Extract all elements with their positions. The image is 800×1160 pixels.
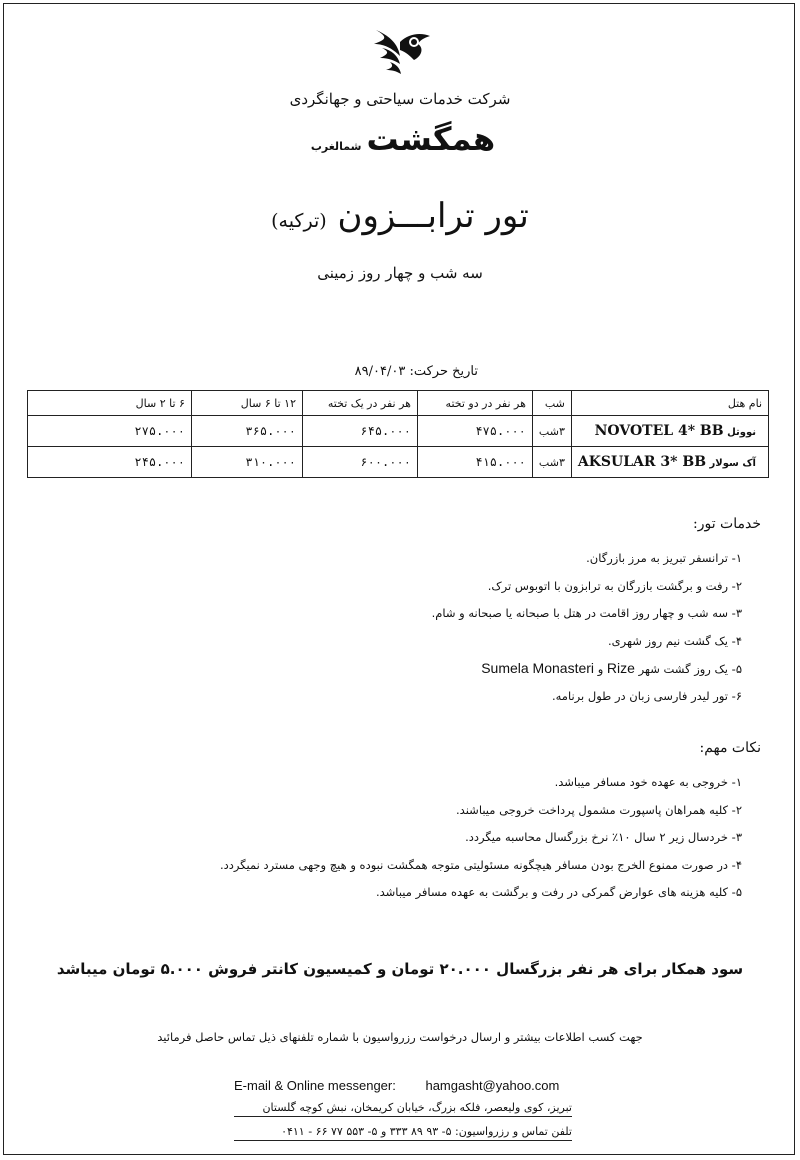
list-item bbox=[432, 658, 742, 686]
departure-date: تاریخ حرکت: ۸۹/۰۴/۰۳ bbox=[354, 364, 478, 379]
list-item: ۵- کلیه هزینه های عوارض گمرکی در رفت و برگشت به عهده مسافر میباشد. bbox=[375, 885, 742, 899]
services-title: خدمات تور: bbox=[692, 516, 761, 532]
list-item: ۲- رفت و برگشت بازرگان به ترابزون با اتوبوس ترک. bbox=[487, 578, 742, 593]
service-5-rize: Rize bbox=[606, 660, 635, 676]
company-name: شرکت خدمات سیاحتی و جهانگردی bbox=[289, 90, 511, 108]
tour-country: (ترکیه) bbox=[271, 210, 327, 232]
brand-sub: شمالغرب bbox=[310, 140, 362, 153]
tour-subtitle: سه شب و چهار روز زمینی bbox=[317, 264, 483, 282]
service-5-join: و bbox=[597, 662, 604, 676]
service-5-sumela: Sumela Monasteri bbox=[481, 660, 595, 676]
child-2-6-price: ۲۴۵.۰۰۰ bbox=[28, 447, 192, 478]
table-header-row bbox=[28, 391, 769, 416]
list-item: ۶- تور لیدر فارسی زبان در طول برنامه. bbox=[551, 688, 742, 703]
nights-cell: ۳شب bbox=[532, 416, 571, 447]
list-item: ۳- خردسال زیر ۲ سال ۱۰٪ نرخ بزرگسال محاسبه میگردد. bbox=[465, 830, 742, 844]
table-row bbox=[28, 416, 769, 447]
commission-text: سود همکار برای هر نفر بزرگسال ۲۰.۰۰۰ تومان و کمیسیون کانتر فروش ۵.۰۰۰ تومان میباشد bbox=[56, 960, 744, 978]
notes-title: نکات مهم: bbox=[699, 740, 761, 756]
double-price: ۴۷۵.۰۰۰ bbox=[417, 416, 532, 447]
notes-list bbox=[220, 772, 742, 910]
header-nights: شب bbox=[532, 391, 571, 416]
brand bbox=[4, 120, 796, 158]
list-item: ۱- ترانسفر تبریز به مرز بازرگان. bbox=[586, 551, 742, 565]
single-price: ۶۴۵.۰۰۰ bbox=[303, 416, 418, 447]
address: تبریز، کوی ولیعصر، فلکه بزرگ، خیابان کریمخان، نبش کوچه گلستان bbox=[234, 1101, 572, 1117]
double-price: ۴۱۵.۰۰۰ bbox=[417, 447, 532, 478]
list-item: ۴- یک گشت نیم روز شهری. bbox=[607, 633, 742, 648]
list-item: ۲- کلیه همراهان پاسپورت مشمول پرداخت خروجی میباشند. bbox=[456, 802, 742, 817]
price-table bbox=[27, 390, 769, 478]
hotel-name-fa: آک سولار bbox=[709, 458, 756, 469]
email-line bbox=[234, 1078, 559, 1093]
hotel-cell bbox=[571, 447, 768, 478]
hotel-name-en: NOVOTEL 4* BB bbox=[594, 423, 724, 439]
single-price: ۶۰۰.۰۰۰ bbox=[303, 447, 418, 478]
header-double: هر نفر در دو تخته bbox=[417, 391, 532, 416]
tour-title-text: تور ترابـــزون bbox=[337, 196, 529, 236]
child-6-12-price: ۳۱۰.۰۰۰ bbox=[191, 447, 302, 478]
hotel-name-en: AKSULAR 3* BB bbox=[577, 454, 707, 470]
email-address[interactable]: hamgasht@yahoo.com bbox=[425, 1078, 560, 1093]
bird-logo-icon bbox=[370, 26, 434, 78]
contact-note: جهت کسب اطلاعات بیشتر و ارسال درخواست رزرواسیون با شماره تلفنهای ذیل تماس حاصل فرمائید bbox=[157, 1030, 643, 1044]
phone-numbers: تلفن تماس و رزرواسیون: ۵- ۹۳ ۸۹ ۳۳۳ و ۵- ۵۵۳ ۷۷ ۶۶ - ۰۴۱۱ bbox=[234, 1125, 572, 1141]
child-6-12-price: ۳۶۵.۰۰۰ bbox=[191, 416, 302, 447]
hotel-cell bbox=[571, 416, 768, 447]
header-child-6-12: ۱۲ تا ۶ سال bbox=[191, 391, 302, 416]
brand-name: همگشت bbox=[366, 120, 496, 158]
child-2-6-price: ۲۷۵.۰۰۰ bbox=[28, 416, 192, 447]
header-child-2-6: ۶ تا ۲ سال bbox=[28, 391, 192, 416]
page-border bbox=[3, 3, 795, 1155]
list-item: ۳- سه شب و چهار روز اقامت در هتل با صبحانه یا صبحانه و شام. bbox=[431, 606, 742, 620]
tour-title bbox=[4, 196, 796, 236]
table-row bbox=[28, 447, 769, 478]
hotel-name-fa: نووتل bbox=[727, 427, 756, 438]
header-hotel: نام هتل bbox=[571, 391, 768, 416]
list-item: ۴- در صورت ممنوع الخرج بودن مسافر هیچگونه مسئولیتی متوجه همگشت نبوده و هیچ وجهی مسترد نمیگردد. bbox=[219, 857, 742, 872]
nights-cell: ۳شب bbox=[532, 447, 571, 478]
email-label: E-mail & Online messenger: bbox=[234, 1078, 396, 1093]
header-single: هر نفر در یک تخته bbox=[303, 391, 418, 416]
list-item: ۱- خروجی به عهده خود مسافر میباشد. bbox=[554, 775, 742, 789]
service-5-text: ۵- یک روز گشت شهر bbox=[638, 662, 742, 676]
services-list bbox=[432, 548, 742, 713]
